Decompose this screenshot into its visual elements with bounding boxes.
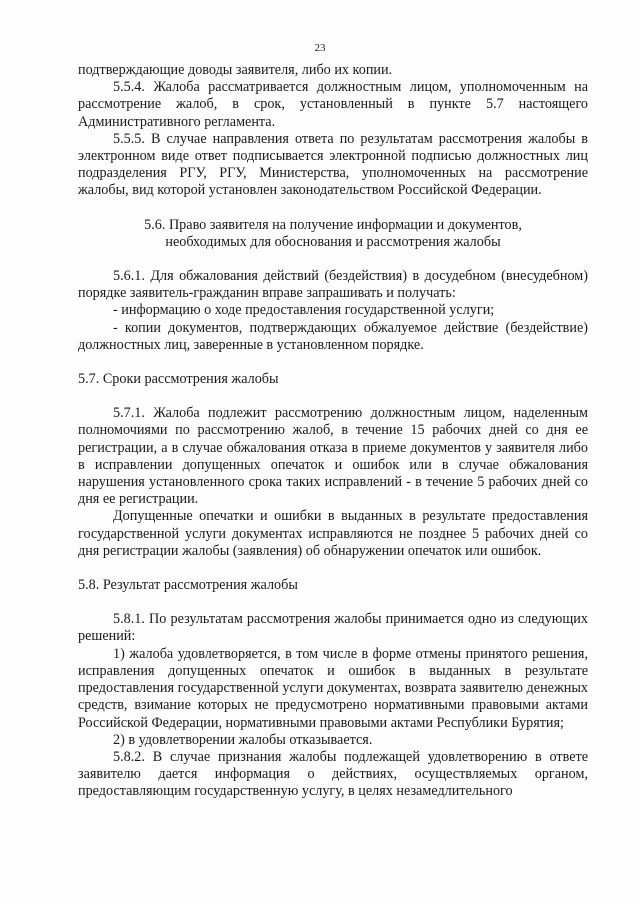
list-item-decision-1: 1) жалоба удовлетворяется, в том числе в форме отмены принятого решения, исправления допущенных опечаток и ошибок в выданных в результате предоставления государственной услуги документах, возврата заявителю денежных средств, взимание которых не предусмотрено нормативными правовыми актами Российской Федерации, нормативными правовыми актами Республики Бурятия; bbox=[78, 645, 588, 731]
list-item-copies: - копии документов, подтверждающих обжалуемое действие (бездействие) должностных лиц, заверенные в установленном порядке. bbox=[78, 319, 588, 353]
paragraph-5-5-4: 5.5.4. Жалоба рассматривается должностным лицом, уполномоченным на рассмотрение жалоб, в срок, установленный в пункте 5.7 настоящего Административного регламента. bbox=[78, 79, 588, 130]
section-heading-5-8: 5.8. Результат рассмотрения жалобы bbox=[78, 577, 298, 594]
list-item-decision-2: 2) в удовлетворении жалобы отказывается. bbox=[113, 731, 373, 748]
paragraph-5-5-5: 5.5.5. В случае направления ответа по результатам рассмотрения жалобы в электронном виде ответ подписывается электронной подписью должностных лиц подразделения РГУ, РГУ, Министерства, уполномоченных на рассмотрение жалобы, вид которой установлен законодательством Российской Федерации. bbox=[78, 130, 588, 199]
section-heading-5-6 bbox=[78, 217, 588, 251]
section-heading-5-7: 5.7. Сроки рассмотрения жалобы bbox=[78, 371, 279, 388]
list-item-information: - информацию о ходе предоставления государственной услуги; bbox=[113, 302, 495, 319]
paragraph-5-7-1: 5.7.1. Жалоба подлежит рассмотрению должностным лицом, наделенным полномочиями по рассмотрению жалоб, в течение 15 рабочих дней со дня ее регистрации, а в случае обжалования отказа в приеме документов у заявителя либо в исправлении допущенных опечаток и ошибок или в случае обжалования нарушения установленного срока таких исправлений - в течение 5 рабочих дней со дня ее регистрации. bbox=[78, 405, 588, 508]
paragraph-5-7-errors: Допущенные опечатки и ошибки в выданных в результате предоставления государственной услуги документах исправляются не позднее 5 рабочих дней со дня регистрации жалобы (заявления) об обнаружении опечаток или ошибок. bbox=[78, 508, 588, 559]
paragraph-5-8-1: 5.8.1. По результатам рассмотрения жалобы принимается одно из следующих решений: bbox=[78, 611, 588, 645]
paragraph-continuation: подтверждающие доводы заявителя, либо их копии. bbox=[78, 62, 393, 78]
section-heading-5-6-line1: 5.6. Право заявителя на получение информации и документов, bbox=[144, 216, 522, 233]
paragraph-5-8-2: 5.8.2. В случае признания жалобы подлежащей удовлетворению в ответе заявителю дается информация о действиях, осуществляемых органом, предоставляющим государственную услугу, в целях незамедлительного bbox=[78, 748, 588, 800]
page-number: 23 bbox=[314, 42, 326, 54]
section-heading-5-6-line2: необходимых для обоснования и рассмотрения жалобы bbox=[165, 233, 501, 250]
document-body bbox=[78, 62, 588, 801]
paragraph-5-6-1: 5.6.1. Для обжалования действий (бездействия) в досудебном (внесудебном) порядке заявитель-гражданин вправе запрашивать и получать: bbox=[78, 268, 588, 302]
